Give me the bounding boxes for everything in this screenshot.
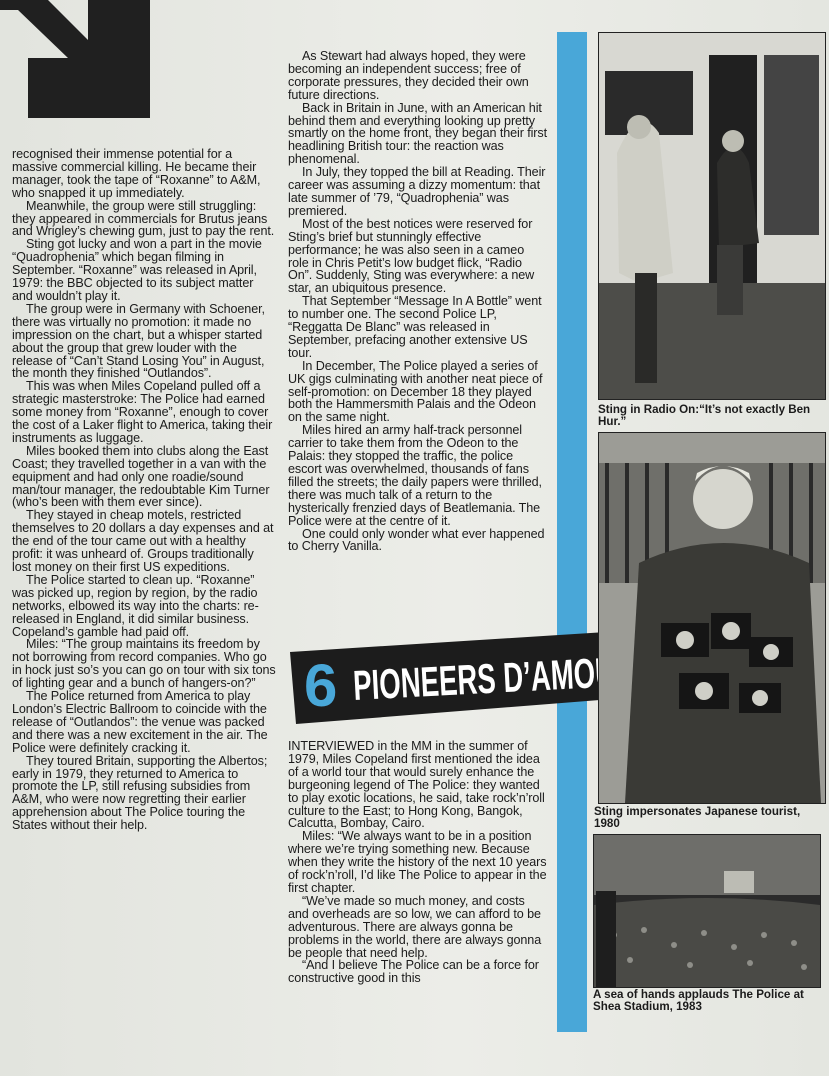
photo-shea-stadium bbox=[593, 834, 821, 988]
paragraph: That September “Message In A Bottle” went to number one. The second Police LP, “Reggatta De Blanc” was released in September, prefacing another extensive US tour. bbox=[288, 294, 542, 360]
paragraph: INTERVIEWED in the MM in the summer of 1979, Miles Copeland first mentioned the idea of a world tour that would surely enhance the burgeoning legend of The Police: they wanted to play exotic locations, he said, take rock’n’roll culture to the East; to Hong Kong, Bangok, Calcutta, Bombay, Cairo. bbox=[288, 739, 545, 831]
paragraph: Sting got lucky and won a part in the movie “Quadrophenia” which began filming in September. “Roxanne” was released in April, 1979: the BBC objected to its subject matter and wouldn’t play it. bbox=[12, 237, 262, 303]
article-column-2 bbox=[288, 50, 548, 553]
paragraph: The Police returned from America to play London’s Electric Ballroom to coincide with the release of “Outlandos”: the venue was packed and there was a new excitement in the air. The Police were definitely cracking it. bbox=[12, 689, 268, 755]
paragraph: Miles: “The group maintains its freedom by not borrowing from record companies. Who go in hock just so’s you can go on tour with six tons of lighting gear and a bunch of hangers-on?” bbox=[12, 637, 276, 691]
paragraph: Miles hired an army half-track personnel carrier to take them from the Odeon to the Palais: they stopped the traffic, the police escort was overwhelmed, thousands of fans filled the streets; the daily papers were thrilled, there was much talk of a return to the hysterically frenzied days of Beatlemania. The Police were at the centre of it. bbox=[288, 423, 542, 528]
blue-accent-bar bbox=[557, 32, 587, 1032]
article-column-2-continued bbox=[288, 740, 548, 985]
paragraph: They toured Britain, supporting the Albertos; early in 1979, they returned to America to promote the LP, still refusing subsidies from A&M, who were now regretting their earlier apprehension about The Police touring the States without their help. bbox=[12, 753, 268, 833]
caption-photo-1: Sting in Radio On:“It’s not exactly Ben Hur.” bbox=[598, 403, 811, 429]
paragraph: They stayed in cheap motels, restricted themselves to 20 dollars a day expenses and at the end of the tour came out with a healthy profit: it was unheard of. Groups traditionally lost money on their first US expeditions. bbox=[12, 508, 274, 574]
paragraph: Most of the best notices were reserved for Sting’s brief but stunningly effective performance; he was also seen in a cameo role in Chris Petit’s low budget flick, “Radio On”. Suddenly, Sting was everywhere: a new star, an ubiquitous presence. bbox=[288, 216, 535, 296]
section-number: 6 bbox=[304, 652, 338, 719]
paragraph: Miles: “We always want to be in a position where we’re trying something new. Because when they write the history of the next 10 years of rock’n’roll, I’d like The Police to appear in the first chapter. bbox=[288, 829, 547, 895]
paragraph: Back in Britain in June, with an American hit behind them and everything looking up pretty smartly on the home front, they began their first headlining British tour: the reaction was phenomenal. bbox=[288, 100, 547, 167]
paragraph: In July, they topped the bill at Reading. Their career was assuming a dizzy momentum: that late summer of ’79, “Quadrophenia” was premiered. bbox=[288, 165, 546, 218]
section-title: PIONEERS D’AMOUR bbox=[352, 639, 784, 709]
paragraph: This was when Miles Copeland pulled off a strategic masterstroke: The Police had earned some money from “Roxanne”, enough to cover the cost of a Laker flight to America, taking their instruments as luggage. bbox=[12, 379, 273, 445]
paragraph: Meanwhile, the group were still struggling: they appeared in commercials for Brutus jeans and Wrigley’s chewing gum, just to pay the rent. bbox=[12, 198, 275, 239]
caption-photo-3: A sea of hands applauds The Police at Shea Stadium, 1983 bbox=[593, 988, 804, 1014]
paragraph: Miles booked them into clubs along the East Coast; they travelled together in a van with the equipment and had only one roadie/sound man/tour manager, the redoubtable Kim Turner (who’s been with them ever since). bbox=[12, 443, 270, 510]
article-column-1 bbox=[12, 148, 276, 832]
arrow-graphic bbox=[0, 0, 160, 150]
paragraph: recognised their immense potential for a massive commercial killing. He became their manager, took the tape of “Roxanne” to A&M, who snapped it up immediately. bbox=[12, 147, 261, 200]
paragraph: The Police started to clean up. “Roxanne” was picked up, region by region, by the radio networks, elbowed its way into the charts: re-released in England, it did similar business. Copeland’s gamble had paid off. bbox=[12, 572, 259, 639]
paragraph: As Stewart had always hoped, they were becoming an independent success; free of corporate pressures, they decided their own future directions. bbox=[288, 49, 529, 102]
paragraph: The group were in Germany with Schoener, there was virtually no promotion: it made no impression on the chart, but a whisper started about the group that grew louder with the release of “Can’t Stand Losing You” in August, the month they finished “Outlandos”. bbox=[12, 301, 265, 381]
paragraph: One could only wonder what ever happened to Cherry Vanilla. bbox=[288, 526, 545, 554]
photo-japanese-tourist bbox=[598, 432, 826, 804]
paragraph: “We’ve made so much money, and costs and overheads are so low, we can afford to be adventurous. There are always gonna be problems in the world, there are always gonna be people that need help. bbox=[288, 893, 542, 960]
paragraph: In December, The Police played a series of UK gigs culminating with another neat piece of self-promotion: on December 18 they played both the Hammersmith Palais and the Odeon on the same night. bbox=[288, 358, 543, 425]
caption-photo-2: Sting impersonates Japanese tourist, 1980 bbox=[594, 805, 801, 831]
section-headline bbox=[290, 630, 784, 724]
paragraph: “And I believe The Police can be a force for constructive good in this bbox=[288, 958, 539, 986]
photo-radio-on bbox=[598, 32, 826, 400]
